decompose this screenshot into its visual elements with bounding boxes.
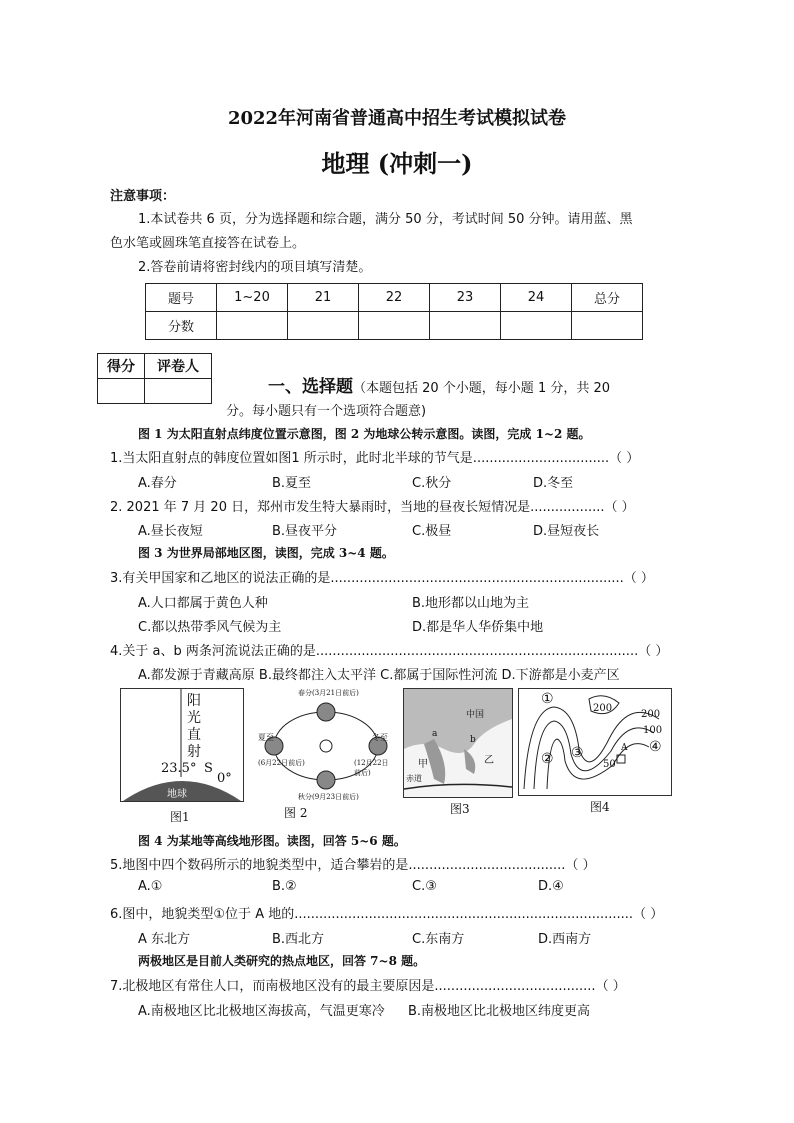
figure-1-vertical-text bbox=[187, 693, 203, 761]
section-1-desc-b: 分。每小题只有一个选项符合题意) bbox=[226, 404, 427, 419]
q2-option-d[interactable]: D.昼短夜长 bbox=[533, 524, 600, 539]
q4-options[interactable]: A.都发源于青藏高原 B.最终都注入太平洋 C.都属于国际性河流 D.下游都是小麦产区 bbox=[138, 668, 620, 683]
score-cell: 21 bbox=[288, 284, 359, 312]
caption-2: 图 3 为世界局部地区图，读图，完成 3~4 题。 bbox=[138, 546, 394, 560]
grader-score-label: 得分 bbox=[98, 354, 145, 379]
score-cell: 24 bbox=[501, 284, 572, 312]
grader-name-label: 评卷人 bbox=[145, 354, 212, 379]
fig1-char: 光 bbox=[187, 710, 201, 726]
caption-4: 两极地区是目前人类研究的热点地区，回答 7~8 题。 bbox=[138, 954, 426, 968]
figure-3-b: b bbox=[470, 735, 476, 745]
figure-3-label: 图3 bbox=[450, 802, 470, 816]
figure-1-ground: 地球 bbox=[167, 789, 187, 800]
figure-3-china: 中国 bbox=[466, 710, 485, 720]
q3-option-b[interactable]: B.地形都以山地为主 bbox=[412, 596, 530, 611]
q6-option-d[interactable]: D.西南方 bbox=[538, 932, 592, 947]
q1-option-d[interactable]: D.冬至 bbox=[533, 476, 574, 491]
score-input-cell[interactable] bbox=[501, 312, 572, 340]
exam-title: 2022年河南省普通高中招生考试模拟试卷 bbox=[227, 108, 567, 129]
figure-2-drawing bbox=[258, 688, 394, 800]
figure-4-c200b: 200 bbox=[641, 709, 661, 720]
score-cell: 22 bbox=[359, 284, 430, 312]
q3-option-a[interactable]: A.人口都属于黄色人种 bbox=[138, 596, 268, 611]
q1-stem: 1.当太阳直射点的韩度位置如图1 所示时，此时北半球的节气是.................................（ ） bbox=[110, 451, 640, 466]
grader-table bbox=[97, 353, 212, 404]
figure-2-right: 冬至 bbox=[372, 733, 388, 742]
grader-name-cell[interactable] bbox=[145, 379, 212, 404]
section-1-desc-a: （本题包括 20 个小题，每小题 1 分，共 20 bbox=[353, 381, 611, 396]
figure-2 bbox=[258, 688, 394, 800]
q2-option-b[interactable]: B.昼夜平分 bbox=[272, 524, 338, 539]
q5-option-b[interactable]: B.② bbox=[272, 879, 297, 894]
fig1-char: 阳 bbox=[187, 693, 201, 709]
fig1-char: 射 bbox=[187, 744, 201, 760]
figure-1-zero: 0° bbox=[217, 771, 232, 786]
score-cell: 23 bbox=[430, 284, 501, 312]
figure-3-jia: 甲 bbox=[418, 759, 428, 770]
figure-4-n3: ③ bbox=[571, 745, 584, 761]
q1-option-b[interactable]: B.夏至 bbox=[272, 476, 312, 491]
notice-line2: 2.答卷前请将密封线内的项目填写清楚。 bbox=[138, 260, 372, 275]
q6-option-a[interactable]: A 东北方 bbox=[138, 932, 191, 947]
q5-stem: 5.地图中四个数码所示的地貌类型中，适合攀岩的是......................................（ ） bbox=[110, 858, 596, 873]
q5-option-d[interactable]: D.④ bbox=[538, 879, 564, 894]
notice-heading: 注意事项： bbox=[110, 189, 176, 204]
q2-option-a[interactable]: A.昼长夜短 bbox=[138, 524, 203, 539]
figure-4-a: A bbox=[621, 743, 628, 753]
q6-option-b[interactable]: B.西北方 bbox=[272, 932, 325, 947]
q7-option-a[interactable]: A.南极地区比北极地区海拔高，气温更寒冷 bbox=[138, 1004, 385, 1019]
section-1-title: 一、选择题 bbox=[268, 377, 353, 397]
figure-4-c100: 100 bbox=[643, 725, 663, 736]
figure-3-yi: 乙 bbox=[484, 755, 494, 766]
q1-option-c[interactable]: C.秋分 bbox=[412, 476, 452, 491]
figure-2-bottom: 秋分(9月23日前后) bbox=[298, 793, 359, 801]
q4-stem: 4.关于 a、b 两条河流说法正确的是..............................................................................（ ） bbox=[110, 644, 669, 659]
q6-stem: 6.图中，地貌类型①位于 A 地的..................................................................................（ ） bbox=[110, 907, 664, 922]
figure-2-label: 图 2 bbox=[284, 806, 308, 820]
section-1-heading bbox=[268, 372, 610, 397]
figure-4 bbox=[518, 688, 672, 796]
q3-stem: 3.有关甲国家和乙地区的说法正确的是.......................................................................（ ） bbox=[110, 571, 654, 586]
q6-option-c[interactable]: C.东南方 bbox=[412, 932, 465, 947]
caption-3: 图 4 为某地等高线地形图。读图，回答 5~6 题。 bbox=[138, 834, 406, 848]
score-cell: 总分 bbox=[572, 284, 643, 312]
notice-line1b: 色水笔或圆珠笔直接答在试卷上。 bbox=[110, 236, 306, 251]
score-cell: 分数 bbox=[146, 312, 217, 340]
score-input-cell[interactable] bbox=[430, 312, 501, 340]
score-input-cell[interactable] bbox=[288, 312, 359, 340]
figure-3-equator: 赤道 bbox=[406, 774, 422, 783]
figure-4-n4: ④ bbox=[649, 739, 662, 755]
figure-2-left: 夏至 bbox=[258, 733, 274, 742]
notice-line1a: 1.本试卷共 6 页，分为选择题和综合题，满分 50 分，考试时间 50 分钟。请用蓝、黑 bbox=[138, 212, 633, 227]
q2-stem: 2. 2021 年 7 月 20 日，郑州市发生特大暴雨时，当地的昼夜长短情况是..................（ ） bbox=[110, 500, 635, 515]
figure-1 bbox=[120, 688, 244, 802]
score-cell: 题号 bbox=[146, 284, 217, 312]
q5-option-a[interactable]: A.① bbox=[138, 879, 163, 894]
q3-option-d[interactable]: D.都是华人华侨集中地 bbox=[412, 620, 544, 635]
figure-4-c50: 50 bbox=[603, 759, 616, 770]
exam-subtitle: 地理 (冲刺一) bbox=[321, 149, 473, 178]
score-table bbox=[145, 283, 643, 340]
figure-2-top: 春分(3月21日前后) bbox=[298, 689, 359, 697]
grader-score-cell[interactable] bbox=[98, 379, 145, 404]
figure-4-n1: ① bbox=[541, 691, 554, 707]
q7-option-b[interactable]: B.南极地区比北极地区纬度更高 bbox=[408, 1004, 591, 1019]
q5-option-c[interactable]: C.③ bbox=[412, 879, 437, 894]
figure-1-label: 图1 bbox=[170, 810, 190, 824]
score-input-cell[interactable] bbox=[572, 312, 643, 340]
figure-3-a: a bbox=[432, 729, 438, 739]
caption-1: 图 1 为太阳直射点纬度位置示意图，图 2 为地球公转示意图。读图，完成 1~2 题。 bbox=[138, 427, 591, 441]
figure-2-left-date: (6月22日前后) bbox=[258, 759, 305, 767]
figure-1-latitude: 23.5° bbox=[161, 761, 197, 776]
score-input-cell[interactable] bbox=[359, 312, 430, 340]
score-input-cell[interactable] bbox=[217, 312, 288, 340]
figure-4-c200a: 200 bbox=[593, 703, 613, 714]
q3-option-c[interactable]: C.都以热带季风气候为主 bbox=[138, 620, 282, 635]
figure-4-label: 图4 bbox=[590, 800, 610, 814]
q1-option-a[interactable]: A.春分 bbox=[138, 476, 177, 491]
figure-1-s: S bbox=[204, 761, 213, 776]
q2-option-c[interactable]: C.极昼 bbox=[412, 524, 452, 539]
q7-stem: 7.北极地区有常住人口，而南极地区没有的最主要原因是.......................................（ ） bbox=[110, 979, 626, 994]
score-cell: 1~20 bbox=[217, 284, 288, 312]
figure-2-right-date: (12月22日前后) bbox=[354, 759, 389, 777]
fig1-char: 直 bbox=[187, 727, 201, 743]
figure-3 bbox=[403, 688, 513, 798]
figure-4-n2: ② bbox=[541, 751, 554, 767]
